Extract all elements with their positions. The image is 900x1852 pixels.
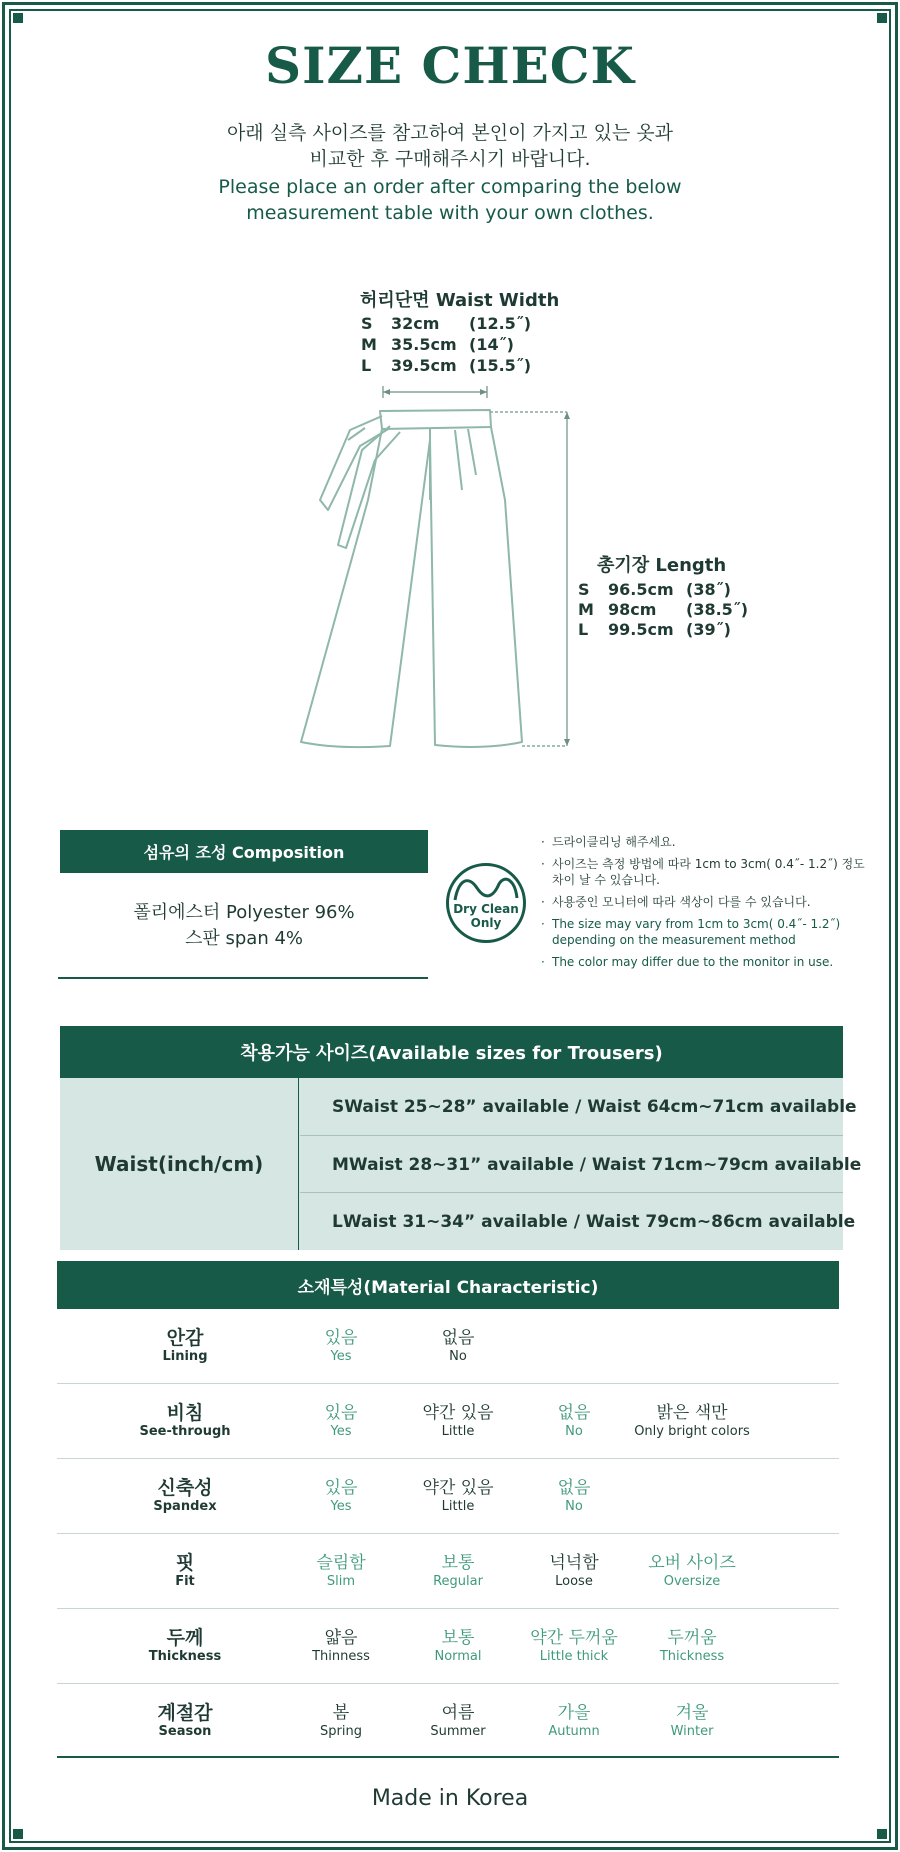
option-english: Thickness bbox=[659, 1648, 725, 1664]
corner-square bbox=[877, 1829, 887, 1839]
option-english: Slim bbox=[326, 1573, 356, 1589]
option-english: Little bbox=[441, 1498, 475, 1514]
material-option bbox=[398, 1534, 518, 1609]
waist-inch: (12.5˝) bbox=[469, 314, 532, 333]
material-option bbox=[281, 1384, 401, 1459]
length-row bbox=[578, 600, 748, 619]
material-option bbox=[514, 1384, 634, 1459]
option-korean: 약간 두꺼움 bbox=[530, 1627, 618, 1648]
material-row-label bbox=[125, 1459, 245, 1534]
option-korean: 오버 사이즈 bbox=[648, 1552, 736, 1573]
material-row-label bbox=[125, 1534, 245, 1609]
length-inch: (39˝) bbox=[686, 620, 731, 639]
material-option bbox=[281, 1609, 401, 1684]
waist-inch: (15.5˝) bbox=[469, 356, 532, 375]
dry-clean-icon bbox=[446, 863, 526, 943]
size-letter: L bbox=[361, 356, 372, 375]
option-english: No bbox=[565, 1423, 583, 1439]
waist-row bbox=[361, 314, 531, 333]
option-english: Winter bbox=[670, 1723, 714, 1739]
label-english: See-through bbox=[139, 1423, 231, 1439]
composition-line: 폴리에스터 Polyester 96% bbox=[133, 902, 355, 923]
material-option bbox=[398, 1459, 518, 1534]
label-korean: 핏 bbox=[175, 1551, 195, 1574]
option-english: Yes bbox=[330, 1498, 352, 1514]
composition-header: 섬유의 조성 Composition bbox=[60, 830, 428, 873]
material-row bbox=[57, 1459, 839, 1534]
label-english: Fit bbox=[175, 1573, 195, 1589]
option-english: Little bbox=[441, 1423, 475, 1439]
option-english: Loose bbox=[555, 1573, 593, 1589]
wave-icon bbox=[449, 870, 523, 904]
size-range: Waist 28~31” available / Waist 71cm~79cm available bbox=[348, 1154, 862, 1175]
material-bottom-rule bbox=[57, 1756, 839, 1758]
option-korean: 봄 bbox=[332, 1702, 350, 1723]
option-korean: 밝은 색만 bbox=[656, 1402, 728, 1423]
material-option bbox=[398, 1384, 518, 1459]
corner-square bbox=[13, 13, 23, 23]
option-korean: 보통 bbox=[441, 1552, 475, 1573]
option-korean: 있음 bbox=[324, 1477, 358, 1498]
material-row-label bbox=[125, 1609, 245, 1684]
option-english: Autumn bbox=[548, 1723, 600, 1739]
waist-cm: 39.5cm bbox=[391, 356, 457, 375]
care-note: · The color may differ due to the monitor in use. bbox=[538, 954, 868, 970]
corner-square bbox=[877, 13, 887, 23]
intro-korean bbox=[0, 120, 900, 172]
material-option bbox=[281, 1684, 401, 1759]
material-option bbox=[398, 1684, 518, 1759]
waist-inch: (14˝) bbox=[469, 335, 514, 354]
material-option bbox=[632, 1684, 752, 1759]
dry-clean-label bbox=[449, 902, 523, 930]
page-title: SIZE CHECK bbox=[265, 36, 635, 95]
size-letter: L bbox=[578, 620, 589, 639]
length-title: 총기장 Length bbox=[597, 555, 727, 576]
material-option bbox=[398, 1309, 518, 1384]
option-korean: 두꺼움 bbox=[667, 1627, 717, 1648]
material-row bbox=[57, 1309, 839, 1384]
length-row bbox=[578, 580, 731, 599]
material-row-label bbox=[125, 1309, 245, 1384]
size-letter: M bbox=[361, 335, 377, 354]
waist-label: Waist(inch/cm) bbox=[60, 1078, 299, 1250]
label-korean: 신축성 bbox=[157, 1476, 213, 1499]
label-korean: 안감 bbox=[166, 1326, 204, 1349]
option-korean: 가을 bbox=[557, 1702, 591, 1723]
size-letter: S bbox=[332, 1096, 345, 1117]
option-korean: 여름 bbox=[441, 1702, 475, 1723]
care-notes bbox=[538, 834, 868, 976]
option-english: Yes bbox=[330, 1348, 352, 1364]
material-row bbox=[57, 1609, 839, 1684]
option-korean: 넉넉함 bbox=[549, 1552, 599, 1573]
material-option bbox=[632, 1609, 752, 1684]
material-option bbox=[514, 1609, 634, 1684]
size-row bbox=[300, 1078, 857, 1135]
material-option bbox=[281, 1459, 401, 1534]
option-english: No bbox=[449, 1348, 467, 1364]
option-korean: 있음 bbox=[324, 1402, 358, 1423]
dry-clean-text: Dry Clean bbox=[453, 902, 519, 916]
length-inch: (38.5˝) bbox=[686, 600, 749, 619]
option-english: Regular bbox=[433, 1573, 483, 1589]
material-option bbox=[514, 1684, 634, 1759]
option-korean: 보통 bbox=[441, 1627, 475, 1648]
waist-cm: 35.5cm bbox=[391, 335, 457, 354]
material-row-label bbox=[125, 1684, 245, 1759]
option-korean: 슬림함 bbox=[316, 1552, 366, 1573]
length-cm: 98cm bbox=[608, 600, 657, 619]
option-english: No bbox=[565, 1498, 583, 1514]
intro-english bbox=[0, 174, 900, 226]
length-inch: (38˝) bbox=[686, 580, 731, 599]
intro-en-line: Please place an order after comparing the below bbox=[218, 176, 682, 198]
care-note: · The size may vary from 1cm to 3cm( 0.4˝- 1.2˝) depending on the measurement method bbox=[538, 916, 868, 948]
option-korean: 얇음 bbox=[324, 1627, 358, 1648]
intro-en-line: measurement table with your own clothes. bbox=[246, 202, 654, 224]
option-english: Little thick bbox=[539, 1648, 609, 1664]
option-english: Oversize bbox=[663, 1573, 721, 1589]
intro-ko-line: 비교한 후 구매해주시기 바랍니다. bbox=[309, 148, 591, 170]
option-english: Yes bbox=[330, 1423, 352, 1439]
length-row bbox=[578, 620, 731, 639]
material-option bbox=[281, 1534, 401, 1609]
trousers-illustration bbox=[290, 380, 600, 760]
label-korean: 계절감 bbox=[157, 1701, 213, 1724]
size-row bbox=[300, 1193, 856, 1250]
length-cm: 96.5cm bbox=[608, 580, 674, 599]
label-english: Season bbox=[158, 1723, 212, 1739]
waist-row bbox=[361, 335, 514, 354]
waist-row bbox=[361, 356, 531, 375]
option-korean: 없음 bbox=[557, 1477, 591, 1498]
waist-width-title: 허리단면 Waist Width bbox=[360, 290, 560, 311]
material-header: 소재특성(Material Characteristic) bbox=[57, 1261, 839, 1309]
composition-body bbox=[60, 900, 428, 952]
care-note: · 사용중인 모니터에 따라 색상이 다를 수 있습니다. bbox=[538, 894, 868, 910]
material-row bbox=[57, 1534, 839, 1609]
label-english: Lining bbox=[162, 1348, 208, 1364]
option-english: Normal bbox=[434, 1648, 482, 1664]
option-english: Summer bbox=[430, 1723, 486, 1739]
size-letter: M bbox=[332, 1154, 349, 1175]
length-cm: 99.5cm bbox=[608, 620, 674, 639]
option-korean: 겨울 bbox=[675, 1702, 709, 1723]
size-range: Waist 25~28” available / Waist 64cm~71cm available bbox=[344, 1096, 857, 1117]
corner-square bbox=[13, 1829, 23, 1839]
available-sizes-header: 착용가능 사이즈(Available sizes for Trousers) bbox=[60, 1026, 843, 1078]
size-letter: S bbox=[578, 580, 590, 599]
option-korean: 약간 있음 bbox=[422, 1402, 494, 1423]
waist-cm: 32cm bbox=[391, 314, 440, 333]
size-letter: M bbox=[578, 600, 594, 619]
material-row-label bbox=[125, 1384, 245, 1459]
label-english: Spandex bbox=[153, 1498, 217, 1514]
care-note: · 사이즈는 측정 방법에 따라 1cm to 3cm( 0.4˝- 1.2˝) 정도 차이 날 수 있습니다. bbox=[538, 856, 868, 888]
size-letter: S bbox=[361, 314, 373, 333]
size-range: Waist 31~34” available / Waist 79cm~86cm available bbox=[342, 1211, 856, 1232]
material-option bbox=[632, 1534, 752, 1609]
intro-ko-line: 아래 실측 사이즈를 참고하여 본인이 가지고 있는 옷과 bbox=[226, 122, 674, 144]
size-row bbox=[300, 1136, 862, 1193]
label-english: Thickness bbox=[148, 1648, 222, 1664]
option-english: Thinness bbox=[312, 1648, 370, 1664]
made-in-korea: Made in Korea bbox=[371, 1786, 529, 1811]
care-note: · 드라이클리닝 해주세요. bbox=[538, 834, 868, 850]
material-option bbox=[514, 1459, 634, 1534]
label-korean: 두께 bbox=[166, 1626, 204, 1649]
size-letter: L bbox=[332, 1211, 343, 1232]
composition-divider bbox=[58, 977, 428, 979]
label-korean: 비침 bbox=[166, 1401, 204, 1424]
option-korean: 약간 있음 bbox=[422, 1477, 494, 1498]
option-korean: 없음 bbox=[441, 1327, 475, 1348]
material-row bbox=[57, 1684, 839, 1759]
composition-line: 스판 span 4% bbox=[184, 928, 304, 949]
option-korean: 있음 bbox=[324, 1327, 358, 1348]
option-korean: 없음 bbox=[557, 1402, 591, 1423]
material-option bbox=[281, 1309, 401, 1384]
available-sizes-table bbox=[60, 1078, 862, 1250]
option-english: Spring bbox=[320, 1723, 362, 1739]
material-option bbox=[514, 1534, 634, 1609]
material-row bbox=[57, 1384, 839, 1459]
dry-clean-text: Only bbox=[470, 916, 502, 930]
option-english: Only bright colors bbox=[634, 1423, 750, 1439]
material-option bbox=[632, 1384, 752, 1459]
material-option bbox=[398, 1609, 518, 1684]
